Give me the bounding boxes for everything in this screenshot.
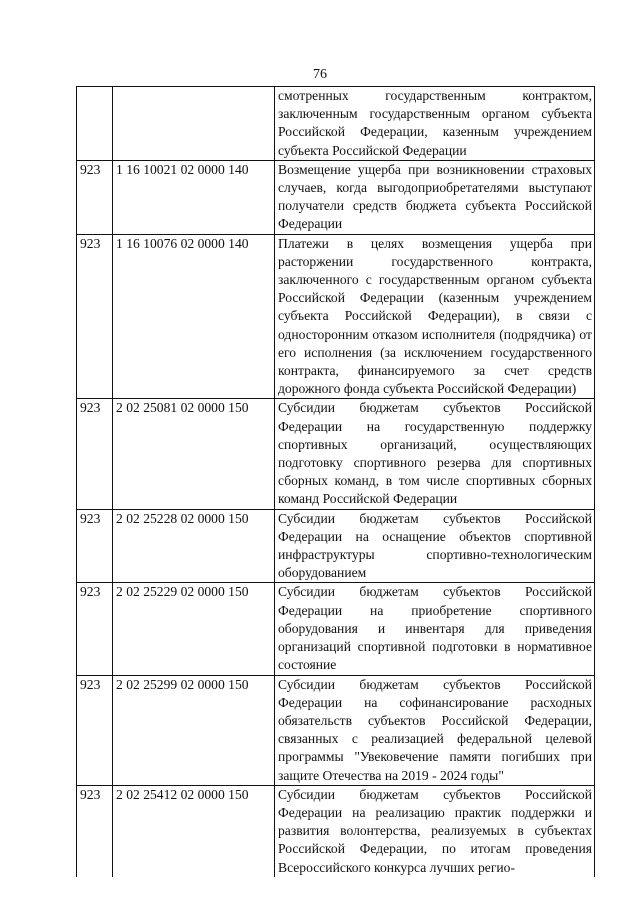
budget-code-cell: 2 02 25412 02 0000 150 bbox=[113, 785, 275, 877]
description-cell: смотренных государственным контрактом, заключенным государственным органом субъекта Российской Федерации, казенным учреждением субъекта Российской Федерации bbox=[275, 87, 595, 161]
table-row bbox=[77, 785, 595, 877]
budget-code-cell: 2 02 25229 02 0000 150 bbox=[113, 583, 275, 675]
admin-code-cell bbox=[77, 87, 113, 161]
budget-code-cell: 1 16 10021 02 0000 140 bbox=[113, 160, 275, 234]
table-row bbox=[77, 399, 595, 509]
admin-code-cell: 923 bbox=[77, 509, 113, 583]
table-row bbox=[77, 234, 595, 399]
description-cell: Субсидии бюджетам субъектов Российской Федерации на софинансирование расходных обязательств субъектов Российской Федерации, связанных с реализацией федеральной целевой программы "Увековечение памяти погибших при защите Отечества на 2019 - 2024 годы" bbox=[275, 675, 595, 785]
description-cell: Субсидии бюджетам субъектов Российской Федерации на реализацию практик поддержки и развития волонтерства, реализуемых в субъектах Российской Федерации, по итогам проведения Всероссийского конкурса лучших регио- bbox=[275, 785, 595, 877]
table-row bbox=[77, 87, 595, 161]
admin-code-cell: 923 bbox=[77, 160, 113, 234]
admin-code-cell: 923 bbox=[77, 785, 113, 877]
admin-code-cell: 923 bbox=[77, 583, 113, 675]
table-row bbox=[77, 160, 595, 234]
admin-code-cell: 923 bbox=[77, 399, 113, 509]
admin-code-cell: 923 bbox=[77, 234, 113, 399]
table-row bbox=[77, 509, 595, 583]
budget-code-cell: 2 02 25081 02 0000 150 bbox=[113, 399, 275, 509]
description-cell: Платежи в целях возмещения ущерба при расторжении государственного контракта, заключенного с государственным органом субъекта Российской Федерации (казенным учреждением субъекта Российской Федерации), в связи с односторонним отказом исполнителя (подрядчика) от его исполнения (за исключением государственного контракта, финансируемого за счет средств дорожного фонда субъекта Российской Федерации) bbox=[275, 234, 595, 399]
description-cell: Субсидии бюджетам субъектов Российской Федерации на государственную поддержку спортивных организаций, осуществляющих подготовку спортивного резерва для спортивных сборных команд, в том числе спортивных сборных команд Российской Федерации bbox=[275, 399, 595, 509]
table-row bbox=[77, 583, 595, 675]
budget-code-cell: 2 02 25299 02 0000 150 bbox=[113, 675, 275, 785]
page-number: 76 bbox=[313, 67, 327, 82]
revenue-codes-table bbox=[76, 86, 595, 877]
description-cell: Возмещение ущерба при возникновении страховых случаев, когда выгодоприобретателями выступают получатели средств бюджета субъекта Российской Федерации bbox=[275, 160, 595, 234]
table-row bbox=[77, 675, 595, 785]
description-cell: Субсидии бюджетам субъектов Российской Федерации на оснащение объектов спортивной инфраструктуры спортивно-технологическим оборудованием bbox=[275, 509, 595, 583]
budget-code-cell bbox=[113, 87, 275, 161]
budget-code-cell: 1 16 10076 02 0000 140 bbox=[113, 234, 275, 399]
description-cell: Субсидии бюджетам субъектов Российской Федерации на приобретение спортивного оборудования и инвентаря для приведения организаций спортивной подготовки в нормативное состояние bbox=[275, 583, 595, 675]
admin-code-cell: 923 bbox=[77, 675, 113, 785]
budget-code-cell: 2 02 25228 02 0000 150 bbox=[113, 509, 275, 583]
